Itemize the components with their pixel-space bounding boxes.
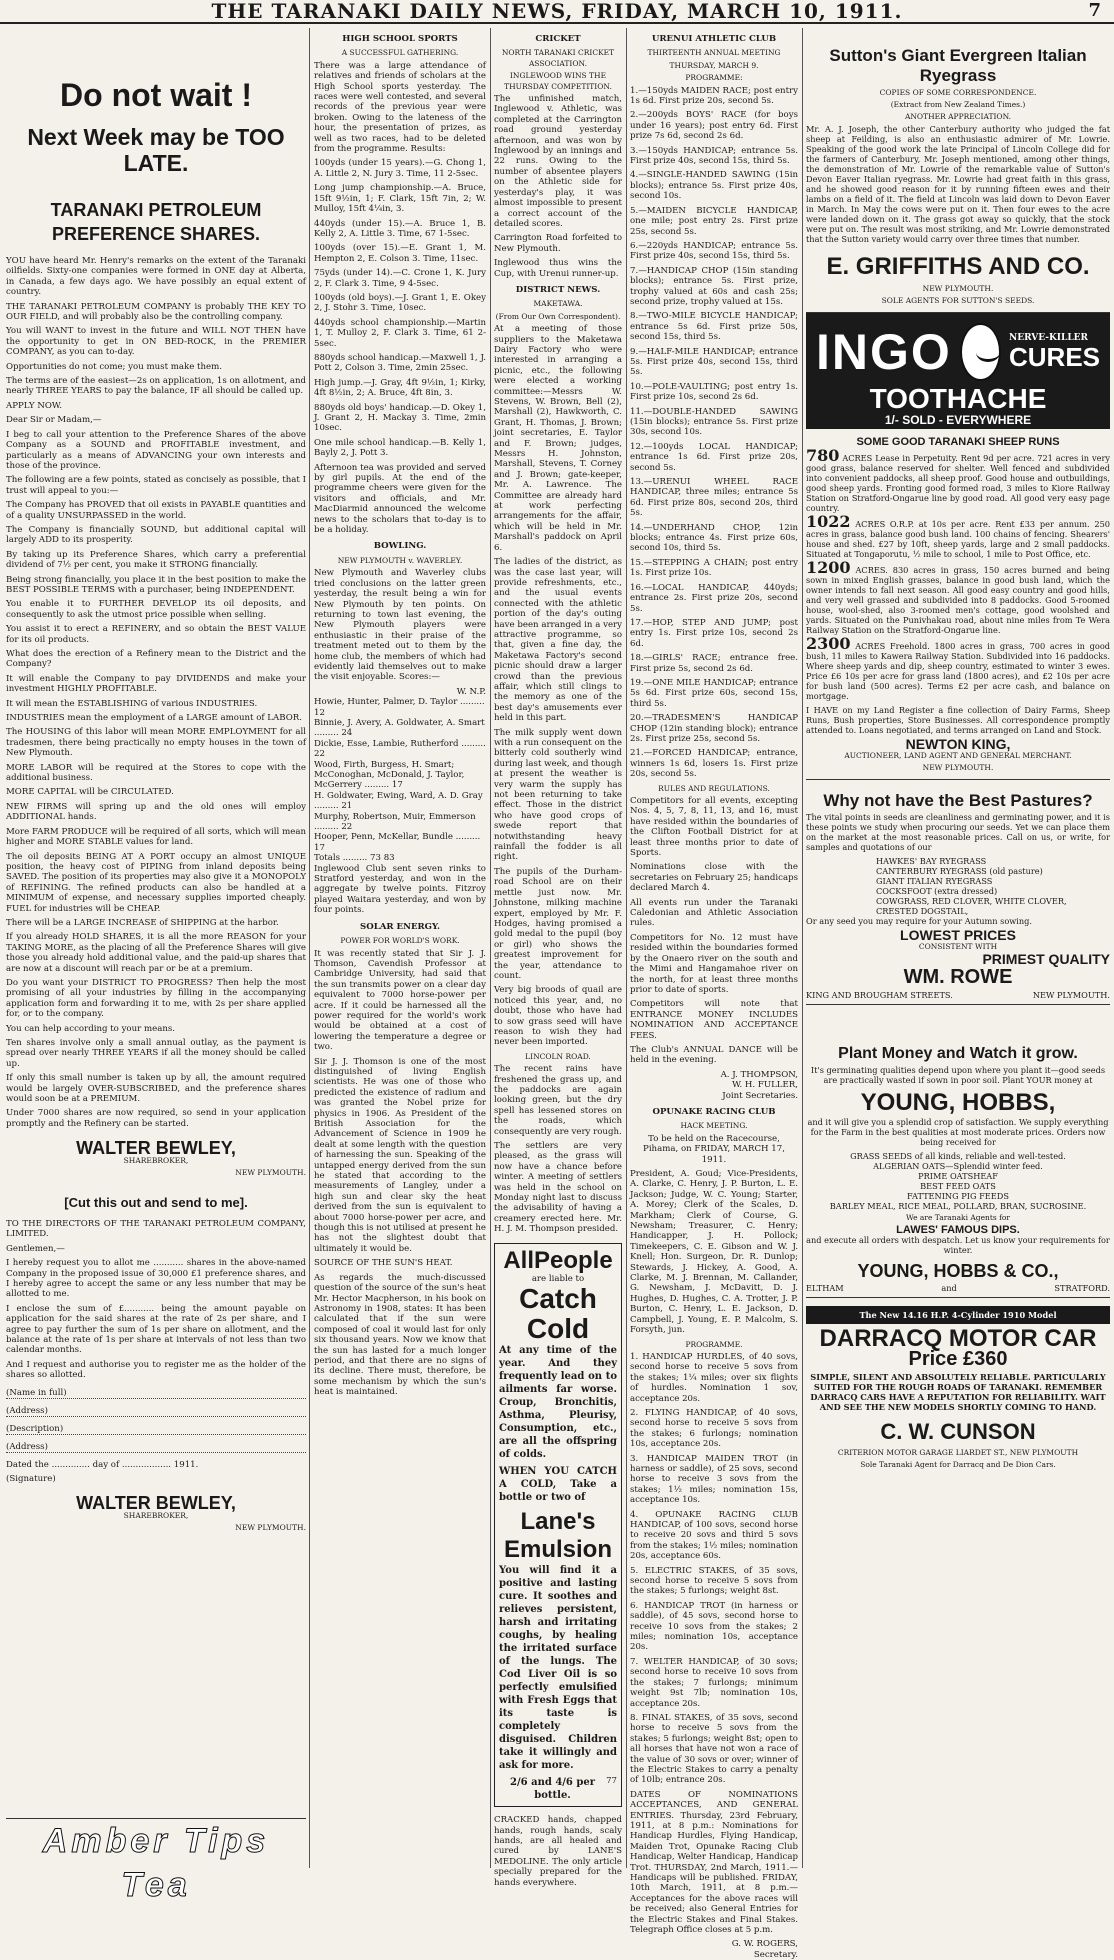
scores-header: W. N.P.	[456, 686, 486, 697]
c4races-item: 6. HANDICAP TROT (in harness or saddle), of 45 sovs, second horse to receive 10 sovs from the stakes; 2 miles; nomination 10s, acceptance 20s.	[630, 1600, 798, 1653]
ingo-price: 1/- SOLD - EVERYWHERE	[884, 413, 1032, 427]
suttons-heading: Sutton's Giant Evergreen Italian Ryegrass	[829, 46, 1087, 85]
column-petroleum-ad	[6, 28, 306, 1868]
secretary-2: W. H. FULLER,	[732, 1080, 798, 1091]
bowling-sub: NEW PLYMOUTH v. WAVERLEY.	[337, 555, 463, 565]
c4events-item: 15.—STEPPING A CHAIN; post entry 1s. First prize 10s.	[630, 557, 798, 579]
c5seeds-item: GIANT ITALIAN RYEGRASS	[876, 876, 993, 886]
opunake-secretary-role: Secretary.	[753, 1949, 798, 1960]
sheep-run	[806, 512, 1110, 559]
c1paras-item: YOU have heard Mr. Henry's remarks on the extent of the Taranaki oilfields. Sixty-one companies were formed in ONE day at Alberta, in Canada, a few days ago. We have possibly an equal extent of country.	[6, 256, 306, 298]
ad-price: 2/6 and 4/6 per bottle.	[510, 1777, 595, 1802]
c3p2-item: The milk supply went down with a run consequent on the bitterly cold southerly wind during last week, and though at present the weather is very warm the supply has not been returning to take effect. Those in the district who have good crops of swede report that notwithstanding heavy rainfall the fodder is all right.	[494, 727, 622, 863]
ad-all-people: AllPeople	[503, 1246, 613, 1274]
sheep-run-acres: 1022	[806, 512, 851, 531]
newton-king: NEWTON KING,	[905, 736, 1011, 752]
young-hobbs-co: YOUNG, HOBBS & CO.,	[857, 1261, 1059, 1281]
maketawa-sub: MAKETAWA.	[533, 299, 583, 309]
cricket-body	[494, 94, 622, 279]
sheep-run-acres: 780	[806, 446, 840, 465]
young-hobbs-name: YOUNG, HOBBS,	[860, 1089, 1056, 1116]
c1paras-item: INDUSTRIES mean the employment of a LARGE amount of LABOR.	[6, 713, 302, 724]
c4events-item: 16.—LOCAL HANDICAP, 440yds; entrance 2s. First prize 20s, second 5s.	[630, 582, 798, 614]
c1paras-item: MORE CAPITAL will be CIRCULATED.	[6, 787, 174, 798]
signature: WALTER BEWLEY,	[76, 1138, 236, 1159]
c1paras-item: The oil deposits BEING AT A PORT occupy an almost UNIQUE position, the heavy cost of PIPING from inland deposits being SAVED. The position of its properties may also give it a MONOPOLY of REFINING. The refined products can also be handled at a MINIMUM of expense, and necessary supplies imported cheaply. FUEL for industries will be CHEAP.	[6, 851, 306, 914]
c1paras-item: You assist it to erect a REFINERY, and so obtain the BEST VALUE for its oil products.	[6, 624, 306, 645]
c4events-item: 4.—SINGLE-HANDED SAWING (15in blocks); entrance 5s. First prize 40s, second 10s.	[630, 170, 798, 202]
opunake-sub: HACK MEETING.	[680, 1121, 748, 1131]
c2p1-item: 880yds school handicap.—Maxwell 1, J. Pott 2, Colson 3. Time, 2min 25sec.	[314, 352, 486, 374]
masthead	[0, 0, 1114, 24]
ingo-toothache: TOOTHACHE	[869, 383, 1047, 414]
c2scores-item: Howie, Hunter, Palmer, D. Taylor ......... 12	[314, 697, 485, 718]
column-rule	[309, 28, 310, 1868]
secretary-role: Joint Secretaries.	[722, 1090, 798, 1101]
ingo-ad	[806, 313, 1110, 429]
cut-out-heading: [Cut this out and send to me].	[64, 1195, 248, 1211]
c2scores-item: Binnie, J. Avery, A. Goldwater, A. Smart ......... 24	[314, 717, 485, 739]
suttons-sub-3: ANOTHER APPRECIATION.	[904, 112, 1012, 121]
c2scores-item: Totals ......... 73 83	[314, 853, 395, 864]
c1paras-item: The terms are of the easiest—2s on application, 1s on allotment, and nearly THREE YEARS to pay the balance, IF all should be called up.	[6, 376, 307, 397]
c4events-item: 20.—TRADESMEN'S HANDICAP CHOP (12in standing block); entrance 2s. First prize 25s, second 5s.	[630, 713, 798, 744]
young-hobbs-body-2: and execute all orders with despatch. Let us know your requirements for winter.	[806, 1235, 1110, 1255]
c4events-item: 2.—200yds BOYS' RACE (for boys under 16 years); post entry 6d. First prize 7s 6d, second 2s 6d.	[630, 110, 798, 142]
lincoln-road-body	[494, 1064, 622, 1235]
solar-energy-body	[314, 949, 486, 1398]
c1paras-item: What does the erection of a Refinery mean to the District and the Company?	[6, 649, 306, 670]
ad-lanes-emulsion: Lane's Emulsion	[503, 1508, 612, 1564]
form-field[interactable]: (Address)	[6, 1406, 306, 1417]
sheep-run-text: ACRES Freehold. 1800 acres in grass, 700 acres in good bush, 11 miles to Kawera Railway Station. Subdivided into 16 paddocks. Where sheep yards and dip, sheep country, estimated to winter 3 ewes. Price £6 10s per acre for grass land (1800 acres), and £2 10s per acre for bush land (500 acres). Terms £2 per acre cash, and balance on mortgage.	[806, 641, 1110, 701]
maketawa-body	[494, 324, 622, 1048]
lanes-emulsion-ad	[494, 1243, 622, 1807]
sheep-run	[806, 446, 1110, 513]
solar-energy-sub: POWER FOR WORLD'S WORK.	[340, 936, 460, 946]
newton-town: NEW PLYMOUTH.	[922, 763, 994, 772]
c1paras-item: The HOUSING of this labor will mean MORE EMPLOYMENT for all tradesmen, there being practically no empty houses in the town of New Plymouth.	[6, 727, 306, 759]
c4rules-item: Competitors will note that ENTRANCE MONEY INCLUDES NOMINATION AND ACCEPTANCE FEES.	[630, 999, 798, 1041]
c4events-item: 5.—MAIDEN BICYCLE HANDICAP, one mile; post entry 2s. First prize 25s, second 5s.	[630, 205, 798, 237]
c2p1-item: Afternoon tea was provided and served by girl pupils. At the end of the programme cheers were given for the visitors and officials, and Mr. MacDiarmid announced the welcome news to the scholars that to-day is to be a holiday.	[314, 462, 486, 536]
c4events-item: 21.—FORCED HANDICAP; entrance, winners 1s 6d, losers 1s. First prize 20s, second 5s.	[630, 748, 798, 780]
griffiths-town: NEW PLYMOUTH.	[922, 284, 994, 293]
bowling-scores	[314, 697, 486, 864]
c5seeds-item: HAWKES' BAY RYEGRASS	[876, 856, 987, 866]
young-agents: We are Taranaki Agents for	[906, 1213, 1010, 1222]
young-hobbs-list	[806, 1151, 1110, 1211]
primest-quality: PRIMEST QUALITY	[982, 951, 1110, 967]
c4events-item: 1.—150yds MAIDEN RACE; post entry 1s 6d. First prize 20s, second 5s.	[630, 85, 798, 107]
c4events-item: 9.—HALF-MILE HANDICAP; entrance 5s. First prize 40s, second 15s, third 5s.	[630, 346, 798, 378]
c2p1-item: One mile school handicap.—B. Kelly 1, Bayly 2, J. Pott 3.	[314, 437, 486, 459]
c5young-item: BEST FEED OATS	[920, 1181, 996, 1191]
c1paras-item: The Company has PROVED that oil exists in PAYABLE quantities and of a quality UNSURPASSED in the world.	[6, 500, 306, 521]
c4races-item: 3. HANDICAP MAIDEN TROT (in harness or saddle), of 25 sovs, second horse to receive 3 sovs from the stakes; 1½ miles; nomination 15s, acceptance 10s.	[630, 1453, 798, 1506]
c4races-item: 1. HANDICAP HURDLES, of 40 sovs, second horse to receive 5 sovs from the stakes; 1¼ miles; over six flights of hurdles. Nomination 1 sov, acceptance 20s.	[630, 1351, 798, 1404]
masthead-title: THE TARANAKI DAILY NEWS, FRIDAY, MARCH 10, 1911.	[211, 0, 903, 23]
c1paras-item: It will mean the ESTABLISHING of various INDUSTRIES.	[6, 698, 258, 709]
c2scores-item: Wood, Firth, Burgess, H. Smart; McConoghan, McDonald, J. Taylor, McGerrery ......... 17	[314, 759, 465, 791]
ingo-word: INGO	[816, 324, 952, 380]
form-to: TO THE DIRECTORS OF THE TARANAKI PETROLEUM COMPANY, LIMITED.	[6, 1218, 306, 1240]
c1paras-item: THE TARANAKI PETROLEUM COMPANY is probably THE KEY TO OUR FIELD, and will probably also be the controlling company.	[6, 301, 306, 323]
cricket-sub: NORTH TARANAKI CRICKET ASSOCIATION.	[501, 48, 615, 68]
ingo-cures: CURES	[1008, 342, 1100, 372]
lowest-prices: LOWEST PRICES	[900, 927, 1016, 943]
rules-heading: RULES AND REGULATIONS.	[658, 783, 770, 793]
pastures-body: The vital points in seeds are cleanliness and germinating power, and it is these points we study when procuring our seeds. Yet we can place them on the market at the most reasonable prices. Call on us, or write, for samples and quotations of our	[806, 812, 1110, 852]
c1paras-item: There will be a LARGE INCREASE of SHIPPING at the harbor.	[6, 917, 279, 928]
urenui-programme: PROGRAMME:	[685, 73, 743, 83]
form-field[interactable]: (Name in full)	[6, 1388, 306, 1399]
c3p2-item: The pupils of the Durham-road School are on their mettle just now. Mr. Johnstone, milking machine expert, employed by Mr. F. Hodges, having promised a gold medal to the pupil (boy or girl) who shows the greatest improvement for the year, attendance to count.	[494, 866, 622, 981]
c1paras-item: Dear Sir or Madam,—	[6, 415, 102, 426]
c2p1-item: 100yds (over 15).—E. Grant 1, M. Hempton 2, E. Colson 3. Time, 11sec.	[314, 243, 486, 264]
sheep-run-acres: 1200	[806, 558, 851, 577]
town-eltham: ELTHAM	[806, 1283, 844, 1293]
rowe-town: NEW PLYMOUTH.	[1032, 990, 1110, 1000]
page-number: 7	[1088, 0, 1102, 21]
signature-2-role: SHAREBROKER,	[123, 1510, 189, 1520]
toothache-face-icon	[960, 323, 1001, 381]
c5young-item: GRASS SEEDS of all kinds, reliable and well-tested.	[850, 1151, 1066, 1161]
c5seeds-item: COCKSFOOT (extra dressed)	[876, 886, 998, 896]
cunson-sub: Sole Taranaki Agent for Darracq and De Dion Cars.	[860, 1460, 1056, 1469]
ad-text: At any time of the year. And they frequently lead on to ailments far worse. Croup, Bronchitis, Asthma, Pleurisy, Consumption, etc., are all the offspring of colds.	[499, 1345, 617, 1461]
seed-list	[806, 856, 1110, 916]
lawes-dips: LAWES' FAMOUS DIPS.	[896, 1224, 1020, 1236]
ad-number: 77	[606, 1776, 617, 1787]
c1paras-item: Being strong financially, you place it in the best position to make the BEST POSSIBLE TERMS with a purchaser, being INDEPENDENT.	[6, 574, 306, 595]
c1form-item: I enclose the sum of £........... being the amount payable on application for the said shares at the rate of 2s per share, and I agree to pay further the sum of 1s per share on allotment, and the balance at the rate of 1s per share at intervals of not less than two calendar months.	[6, 1303, 306, 1356]
c4rules-item: Competitors for No. 12 must have resided within the boundaries formed by the Onaero river on the south and the Mimi and Hangamahoe river on the north, for at least three months prior to date of sports.	[630, 932, 798, 995]
sheep-run-text: ACRES Lease in Perpetuity. Rent 9d per acre. 721 acres in very good grass, balance reserved for shelter. Well fenced and subdivided into convenient paddocks, all sheep proof. Good house and outbuildings, good sheep yards. Fronting good formed road, 3 miles to Kiore Railway Station on Stratford-Ongarue line by good road. All good very easy page country.	[806, 453, 1110, 513]
opunake-date: To be held on the Racecourse, Pihama, on FRIDAY, MARCH 17, 1911.	[643, 1133, 785, 1165]
high-school-sports-sub: A SUCCESSFUL GATHERING.	[341, 48, 459, 58]
cracked-hands-ad: CRACKED hands, chapped hands, rough hands, scaly hands, are all healed and cured by LANE'S MEDOLINE. The only article specially prepared for the hands everywhere.	[494, 1815, 622, 1888]
c2p1-item: 440yds (under 15).—A. Bruce 1, B. Kelly 2, A. Little 3. Time, 67 1-5sec.	[314, 218, 486, 239]
c2p3-item: It was recently stated that Sir J. J. Thomson, Cavendish Professor at Cambridge University, had said that the sun transmits power on a clear day equivalent to 7000 horse-power per acre. If it could be harnessed all the power required for the world's work would be obtained at a cost of lowering the temperature a degree or two.	[314, 948, 486, 1053]
c5young-item: ALGERIAN OATS—Splendid winter feed.	[873, 1161, 1043, 1171]
c4events-item: 11.—DOUBLE-HANDED SAWING (15in blocks); entrance 5s. First prize 30s, second 10s.	[630, 406, 798, 438]
c4events-item: 18.—GIRLS' RACE; entrance free. First prize 5s, second 2s 6d.	[630, 653, 798, 674]
griffiths-name: E. GRIFFITHS AND CO.	[826, 253, 1090, 280]
c4rules-item: The Club's ANNUAL DANCE will be held in the evening.	[630, 1044, 798, 1066]
c1paras-item: Do you want your DISTRICT TO PROGRESS? Then help the most promising of all your industries by filling in the accompanying application form and forwarding it to me, with 2s per share applied for, or to the company.	[6, 977, 306, 1020]
c2p1-item: Long jump championship.—A. Bruce, 15ft 9½in, 1; F. Clark, 15ft 7in, 2; W. Mulloy, 15ft 4¼in, 3.	[314, 183, 486, 215]
c4races-item: 5. ELECTRIC STAKES, of 35 sovs, second horse to receive 5 sovs from the stakes; 5 furlongs; weight 8st.	[630, 1565, 798, 1597]
signature-2: WALTER BEWLEY,	[76, 1493, 236, 1514]
ad-text-2: You will find it a positive and lasting cure. It soothes and relieves persistent, harsh and irritating coughs, by healing the irritated surface of the lungs. The Cod Liver Oil is so perfectly emulsified with Fresh Eggs that its taste is completely disguised. Children take it willingly and ask for more.	[499, 1565, 617, 1772]
c3p1-item: The unfinished match, Inglewood v. Athletic, was completed at the Carrington road ground yesterday afternoon, and was won by Inglewood by an innings and 22 runs. Owing to the number of absentee players on the Athletic side for yesterday's play, it was almost impossible to present a correct account of the detailed scores.	[494, 94, 622, 229]
c2p1-item: High jump.—J. Gray, 4ft 9½in, 1; Kirky, 4ft 8½in, 2; A. Bruce, 4ft 8in, 3.	[314, 377, 486, 399]
column-rule	[802, 28, 803, 1868]
c4events-item: 6.—220yds HANDICAP; entrance 5s. First prize 40s, second 15s, third 5s.	[630, 240, 798, 262]
sheep-runs-list	[806, 446, 1110, 701]
wm-rowe: WM. ROWE	[903, 966, 1013, 988]
bowling-body	[314, 568, 486, 682]
opunake-dates: DATES OF NOMINATIONS ACCEPTANCES, AND GENERAL ENTRIES. Thursday, 23rd February, 1911, at 8 p.m.: Nominations for Handicap Hurdles, Flying Handicap, Maiden Trot, Opunake Racing Club Handicap, Welter Handicap, Handicap Trot. THURSDAY, 2nd March, 1911.—Handicaps will be published. FRIDAY, 10th March, 1911, at 8 p.m.—Acceptances for the above races will be received; also General Entries for the Electric Stakes and Final Stakes. Telegraph Office closes at 5 p.m.	[630, 1789, 798, 1936]
bowling-note: Inglewood Club sent seven rinks to Stratford yesterday, and won in the aggregate by twelve points. Fitzroy played Waitara yesterday, and won by four points.	[314, 863, 486, 916]
form-dated: Dated the .............. day of .................. 1911.	[6, 1459, 199, 1470]
amber-tips-tea-ad: Amber Tips Tea	[6, 1818, 306, 1867]
consistent-with: CONSISTENT WITH	[918, 942, 998, 951]
urenui-events	[630, 86, 798, 780]
sheep-run	[806, 634, 1110, 701]
c1paras-item: I beg to call your attention to the Preference Shares of the above Company as a SOUND and PROFITABLE investment, and particularly as a means of ADVANCING your own interests and those of the province.	[6, 429, 306, 471]
darracq-banner: The New 14.16 H.P. 4-Cylinder 1910 Model	[806, 1306, 1110, 1324]
young-hobbs-body: and it will give you a splendid crop of satisfaction. We supply everything for the Farm in the best qualities at most moderate prices. Orders now being received for	[807, 1117, 1109, 1147]
solar-energy-heading: SOLAR ENERGY.	[360, 921, 440, 932]
sheep-runs-ad	[806, 429, 1110, 780]
c3p3-item: The settlers are very pleased, as the grass will now have a chance before winter. A meeting of settlers was held in the school on Monday night last to discuss the advisability of having a creamery erected here. Mr. H. J. M. Thompson presided.	[494, 1141, 622, 1235]
c4rules-item: All events run under the Taranaki Caledonian and Athletic Association rules.	[630, 897, 798, 929]
c1form-item: And I request and authorise you to register me as the holder of the shares so allotted.	[6, 1359, 306, 1381]
c1paras-item: APPLY NOW.	[6, 400, 62, 411]
c4races-item: 2. FLYING HANDICAP, of 40 sovs, second horse to receive 5 sovs from the stakes; 6 furlongs; nomination 10s, acceptance 20s.	[630, 1407, 798, 1450]
young-towns	[806, 1283, 1110, 1293]
form-body	[6, 1258, 306, 1380]
c4events-item: 3.—150yds HANDICAP; entrance 5s. First prize 40s, second 15s, third 5s.	[630, 145, 798, 167]
headline-next-week: Next Week may be TOO LATE.	[27, 124, 285, 176]
form-field[interactable]: (Description)	[6, 1424, 306, 1435]
c4events-item: 10.—POLE-VAULTING; post entry 1s. First prize 10s, second 2s 6d.	[630, 381, 798, 403]
c5seeds-item: COWGRASS, RED CLOVER, WHITE CLOVER,	[876, 896, 1067, 906]
c2p1-item: 100yds (old boys).—J. Grant 1, E. Okey 2, J. Stohr 3. Time, 10sec.	[314, 292, 486, 314]
c4events-item: 12.—100yds LOCAL HANDICAP; entrance 1s 6d. First prize 20s, second 5s.	[630, 441, 798, 473]
c2scores-item: H. Goldwater, Ewing, Ward, A. D. Gray ......... 21	[314, 790, 483, 812]
column-athletic-racing	[630, 28, 798, 1960]
ingo-tag: NERVE-KILLER	[1008, 333, 1089, 343]
darracq-body: SIMPLE, SILENT AND ABSOLUTELY RELIABLE. PARTICULARLY SUITED FOR THE ROUGH ROADS OF TARANAKI. REMEMBER DARRACQ CARS HAVE A REPUTATION FOR RELIABILITY. WAIT AND SEE THE NEW MODELS SHORTLY COMING TO HAND.	[810, 1372, 1106, 1412]
c5young-item: BARLEY MEAL, RICE MEAL, POLLARD, BRAN, SUCROSINE.	[829, 1201, 1087, 1211]
pastures-body-2: Or any seed you may require for your Autumn sowing.	[806, 916, 1032, 926]
sheep-run-acres: 2300	[806, 634, 851, 653]
sheep-runs-heading: SOME GOOD TARANAKI SHEEP RUNS	[856, 436, 1060, 448]
c2p1-item: 100yds (under 15 years).—G. Chong 1, A. Little 2, N. Jury 3. Time, 11 2-5sec.	[314, 158, 486, 179]
c1paras-item: You can help according to your means.	[6, 1023, 176, 1034]
ingo-cures-block	[1009, 333, 1100, 371]
petroleum-title: TARANAKI PETROLEUM PREFERENCE SHARES.	[50, 200, 262, 244]
opunake-heading: OPUNAKE RACING CLUB	[652, 1106, 776, 1117]
suttons-sub: COPIES OF SOME CORRESPONDENCE.	[879, 88, 1037, 97]
ad-catch-cold: Catch Cold	[519, 1283, 597, 1345]
young-hobbs-ad	[806, 1005, 1110, 1298]
district-news-heading: DISTRICT NEWS.	[515, 284, 601, 295]
signature-2-town: NEW PLYMOUTH.	[235, 1523, 306, 1533]
suttons-sub-2: (Extract from New Zealand Times.)	[890, 100, 1026, 109]
opunake-races	[630, 1352, 798, 1786]
lincoln-road-sub: LINCOLN ROAD.	[525, 1051, 591, 1061]
c2p1-item: 880yds old boys' handicap.—D. Okey 1, J. Grant 2, H. Mackay 3. Time, 2min 10sec.	[314, 402, 486, 434]
c1paras-item: If only this small number is taken up by all, the amount required would be largely OVER-SUBSCRIBED, and the preference shares would soon be at a PREMIUM.	[6, 1073, 306, 1105]
form-fields	[6, 1388, 306, 1453]
c1paras-item: The following are a few points, stated as concisely as possible, that I trust will appeal to you:—	[6, 475, 306, 496]
c2scores-item: Murphy, Robertson, Muir, Emmerson ......... 22	[314, 811, 476, 833]
column-sports	[314, 28, 486, 1868]
opunake-programme: PROGRAMME.	[685, 1339, 743, 1349]
ad-when-cold: WHEN YOU CATCH A COLD, Take a bottle or two of	[499, 1466, 617, 1504]
urenui-rules	[630, 796, 798, 1066]
c4rules-item: Competitors for all events, excepting Nos. 4, 5, 7, 8, 11, 13, and 16, must have resided within the boundaries of the Clifton Football District for at least three months prior to date of Sports.	[630, 796, 798, 859]
urenui-date: THURSDAY, MARCH 9.	[669, 60, 759, 70]
c5young-item: FATTENING PIG FEEDS	[907, 1191, 1009, 1201]
secretary-1: A. J. THOMPSON,	[720, 1069, 798, 1080]
petroleum-body	[6, 256, 306, 1129]
c2p2-item: New Plymouth and Waverley clubs tried conclusions on the latter green yesterday, the result being a win for New Plymouth by ten points. On returning to town last evening, the New Plymouth players were enthusiastic in their praise of the treatment meted out to them by the home club, the members of which had evidently laid themselves out to make the visit enjoyable. Scores:—	[314, 568, 486, 683]
c4events-item: 7.—HANDICAP CHOP (15in standing blocks); entrance 5s. First prize, trophy valued at 60s and cash 25s; second prize, trophy valued at 15s.	[630, 265, 798, 307]
urenui-sub: THIRTEENTH ANNUAL MEETING	[647, 48, 781, 58]
c5young-item: PRIME OATSHEAF	[918, 1171, 998, 1181]
c1paras-item: Under 7000 shares are now required, so send in your application promptly and the Refinery can be started.	[6, 1108, 306, 1129]
c4events-item: 8.—TWO-MILE BICYCLE HANDICAP; entrance 5s 6d. First prize 50s, second 15s, third 5s.	[630, 311, 798, 343]
opunake-secretary: G. W. ROGERS,	[731, 1939, 798, 1950]
c3p2-item: Very big broods of quail are noticed this year, and, no doubt, those who have had to sow grass seed will have reason to wish they had never been imported.	[494, 985, 622, 1048]
c3p3-item: The recent rains have freshened the grass up, and the paddocks are again looking green, but the dry spell has lessened stores on the roads, which consequently are very rough.	[494, 1064, 622, 1137]
correspondent-sub: (From Our Own Correspondent).	[495, 311, 621, 321]
pastures-ad	[806, 780, 1110, 1005]
c2p1-item: 75yds (under 14).—C. Crone 1, K. Jury 2, F. Clark 3. Time, 9 4-5sec.	[314, 268, 486, 289]
plant-money-body: It's germinating qualities depend upon where you plant it—good seeds are practically wasted if sown in poor soil. Plant YOUR money at	[810, 1065, 1106, 1085]
griffiths-sub: SOLE AGENTS FOR SUTTON'S SEEDS.	[881, 296, 1035, 305]
opunake-officials: President, A. Goud; Vice-Presidents, A. Clarke, C. Henry, J. P. Burton, L. E. Jackson; Judge, W. C. Young; Starter, A. Morey; Clerk of the Scales, D. Markham; Clerk of Course, G. Newsham; Treasurer, C. Henry; Handicapper, J. H. Pollock; Timekeepers, C. E. Gibson and W. J. Knell; Hon. Surgeon, Dr. R. Dunlop; Stewards, J. Hickey, A. Good, A. Clarke, M. J. Brennan, M. Callander, G. Newsham, J. McDavitt, D. J. Hughes, D. Hughes, C. A. Trotter, J. P. Burton, C. Henry, L. E. Jackson, D. Campbell, J. Young, E. P. Malcolm, S. Forsyth, jun.	[630, 1169, 798, 1336]
town-and: and	[941, 1283, 957, 1293]
plant-money-heading: Plant Money and Watch it grow.	[838, 1045, 1078, 1062]
signature-role: SHAREBROKER,	[123, 1155, 189, 1165]
c1paras-item: Ten shares involve only a small annual outlay, as the payment is spread over nearly THREE YEARS if all the money should be called up.	[6, 1038, 306, 1069]
town-stratford: STRATFORD.	[1054, 1283, 1110, 1293]
darracq-heading: DARRACQ MOTOR CAR	[819, 1325, 1097, 1352]
cricket-heading: CRICKET	[535, 34, 581, 44]
darracq-price: Price £360	[908, 1348, 1008, 1370]
c2scores-item: Dickie, Esse, Lambie, Rutherford ......... 22	[314, 738, 486, 760]
form-salute: Gentlemen,—	[6, 1243, 65, 1254]
c3p2-item: At a meeting of those suppliers to the Maketawa Dairy Factory who were interested in arranging a picnic, etc., the following were elected a working committee:—Messrs W. Stevens, W. Brown, Bell (2), Marshall (2), Hawkworth, C. Grant, H. Thomas, J. Brown; joint secretaries, E. Taylor and F. Brown; judges, Messrs H. Johnston, Marshall, Stevens, T. Corney and J. Brown; gate-keeper, Mr. A. Lawrence. The Committee are already hard at work perfecting arrangements for the affair, which will be held in Mr. Marshall's paddock on April 6.	[494, 324, 622, 553]
c1paras-item: If you already HOLD SHARES, it is all the more REASON for your TAKING MORE, as the placing of all the Preference Shares will give those you already hold additional value, and the paid-up shares that are now at a discount will reach par or be at a premium.	[6, 932, 306, 974]
c1paras-item: Opportunities do not come; you must make them.	[6, 361, 223, 372]
form-field[interactable]: (Address)	[6, 1442, 306, 1453]
c2p1-item: There was a large attendance of relatives and friends of scholars at the High School sports yesterday. The races were well contested, and several records of the previous year were broken. Owing to the lateness of the hour, the presentation of prizes, as well as two races, had to be deleted from the programme. Results:	[314, 60, 486, 155]
c1paras-item: NEW FIRMS will spring up and the old ones will employ ADDITIONAL hands.	[6, 801, 306, 823]
c4rules-item: Nominations close with the secretaries on February 25; handicaps declared March 4.	[630, 862, 798, 894]
ingo-row	[810, 317, 1106, 383]
column-ads	[806, 28, 1110, 1868]
c2p3-item: As regards the much-discussed question of the source of the sun's heat Mr. Hector Macpherson, in his book on Astronomy in 1908, states: It has been calculated that if the sun were composed of coal it would last for only six thousand years. Now we know that the sun has lasted for a much longer period, and that there are no signs of its decline. There must, therefore, be some mechanism by which the sun's heat is maintained.	[314, 1272, 486, 1398]
c1paras-item: By taking up its Preference Shares, which carry a preferential dividend of 7½ per cent, you make it STRONG financially.	[6, 549, 306, 571]
column-rule	[490, 28, 491, 1868]
c2p1-item: 440yds school championship.—Martin 1, T. Mulloy 2, F. Clark 3. Time, 61 2-5sec.	[314, 317, 486, 349]
cricket-sub-2: INGLEWOOD WINS THE THURSDAY COMPETITION.	[504, 71, 612, 91]
high-school-sports-heading: HIGH SCHOOL SPORTS	[342, 34, 458, 44]
c2scores-item: Hooper, Penn, McKellar, Bundle ......... 17	[314, 832, 481, 853]
column-rule	[626, 28, 627, 1868]
urenui-heading: URENUI ATHLETIC CLUB	[651, 34, 777, 44]
c1paras-item: You enable it to FURTHER DEVELOP its oil deposits, and consequently to ask the utmost price possible when selling.	[6, 599, 306, 620]
suttons-ad	[806, 28, 1110, 313]
bowling-heading: BOWLING.	[373, 541, 427, 552]
rowe-address: KING AND BROUGHAM STREETS.	[806, 990, 953, 1000]
c1paras-item: You will WANT to invest in the future and WILL NOT THEN have the opportunity to get in ON BED-ROCK, in the PREMIER COMPANY, as you can to-day.	[6, 326, 306, 358]
c1paras-item: MORE LABOR will be required at the Stores to cope with the additional business.	[6, 762, 306, 784]
c1paras-item: It will enable the Company to pay DIVIDENDS and make your investment HIGHLY PROFITABLE.	[6, 673, 306, 695]
sheep-run-text: ACRES. 830 acres in grass, 150 acres burned and being sown in mixed English grasses, balance in good bush land, which the owner intends to fall next season. All good easy country and good hills, and very well grassed and subdivided into 8 paddocks. Good 5-roomed house, wool-shed, also 3-roomed men's cottage, good woolshed and yards. Situated on the Punivhakau road, about nine miles from Te Wera Railway Station on the Stratford-Ongarue line.	[806, 565, 1110, 635]
c5seeds-item: CRESTED DOGSTAIL,	[876, 906, 969, 916]
c4events-item: 19.—ONE MILE HANDICAP; entrance 5s 6d. First prize 60s, second 15s, third 5s.	[630, 677, 798, 709]
ad-liable: are liable to	[531, 1273, 585, 1284]
c3p1-item: Carrington Road forfeited to New Plymouth.	[494, 233, 622, 254]
land-note: I HAVE on my Land Register a fine collection of Dairy Farms, Sheep Runs, Bush properties, Store Businesses. All correspondence promptly attended to. Loans negotiated, and terms arranged on Land and Stock.	[806, 705, 1110, 735]
c3p1-item: Inglewood thus wins the Cup, with Urenui runner-up.	[494, 258, 622, 279]
c4races-item: 4. OPUNAKE RACING CLUB HANDICAP, of 100 sovs, second horse to receive 20 sovs and third 5 sovs from the stakes; 1½ miles; nomination 20s, acceptance 60s.	[630, 1509, 798, 1562]
cunson-address: CRITERION MOTOR GARAGE LIARDET ST., NEW PLYMOUTH	[837, 1448, 1079, 1457]
cunson-name: C. W. CUNSON	[880, 1419, 1036, 1444]
c1paras-item: More FARM PRODUCE will be required of all sorts, which will mean higher and MORE STABLE values for land.	[6, 826, 306, 848]
c2p3-item: SOURCE OF THE SUN'S HEAT.	[314, 1258, 453, 1269]
suttons-body: Mr. A. J. Joseph, the other Canterbury authority who judged the fat sheep at Feilding, is also an enthusiastic admirer of Mr. Lowrie. Speaking of the good work the late Principal of Lincoln College did for the farmers of Canterbury, Mr. Joseph mentioned, among other things, the demonstration of Mr. Lowrie of the remarkable value of Sutton's Devon Eaver Italian ryegrass. Mr. Lowrie had great faith in this grass, and he showed good reason for it by running fifteen ewes and their lambs on a field of it. The field at Lincoln was laid down to Devon Eaver in March. In May the cows were put on it. Then four ewes to the acre were landed down on it. The grass got away so quickly, that the stock were put on. The result was most striking, and Mr. Lowrie demonstrated that the Sutton variety would carry over three times that number.	[806, 124, 1110, 244]
c4races-item: 8. FINAL STAKES, of 35 sovs, second horse to receive 5 sovs from the stakes; 5 furlongs; weight 8st; open to all horses that have not won a race of the value of 30 sovs or over; winner of the Electric Stakes to carry a penalty of 10lb; entrance 20s.	[630, 1712, 798, 1786]
signature-town: NEW PLYMOUTH.	[235, 1168, 306, 1178]
sheep-run	[806, 558, 1110, 635]
c3p2-item: The ladies of the district, as was the case last year, will provide refreshments, etc., and the usual events connected with the athletic portion of the day's outing have been arranged in a very attractive programme, so that, given a fine day, the Maketawa Factory's second picnic should draw a larger crowd than the previous affair, which still clings to the memory as one of the best day's amusements ever held in this part.	[494, 557, 622, 724]
c4events-item: 17.—HOP, STEP AND JUMP; post entry 1s. First prize 10s, second 2s 6d.	[630, 617, 798, 649]
sheep-run-text: ACRES O.R.P. at 10s per acre. Rent £33 per annum. 250 acres in grass, balance good bush land. 100 chains of fencing. Shearers' house and shed. £27 by 10ft, sheep yards, large and 2 small paddocks. Situated at Tongaporutu, ½ mile to school, 1 mile to Post Office, etc.	[806, 519, 1110, 559]
newton-role: AUCTIONEER, LAND AGENT AND GENERAL MERCHANT.	[844, 751, 1072, 760]
column-cricket-district	[494, 28, 622, 1888]
form-signature: (Signature)	[6, 1473, 56, 1484]
headline-do-not-wait: Do not wait !	[60, 77, 252, 113]
pastures-heading: Why not have the Best Pastures?	[823, 791, 1093, 810]
c1paras-item: The Company is financially SOUND, but additional capital will largely ADD to its prosperity.	[6, 524, 306, 546]
c2p3-item: Sir J. J. Thomson is one of the most distinguished of living English scientists. He was one of those who predicted the existence of radium and was granted the Nobel prize for physics in 1906. As President of the British Association for the Advancement of Science in 1909 he dealt at some length with the question of harnessing the sun. Speaking of the untapped energy derived from the sun he stated that according to the measurements of Langley, under a high sun and clear sky the heat derived from the sun is equivalent to about 7000 horse-power per acre, and though this is not utilised at present he has not the slightest doubt that ultimately it would be.	[314, 1056, 486, 1254]
c4races-item: 7. WELTER HANDICAP, of 30 sovs; second horse to receive 10 sovs from the stakes; 7 furlongs; minimum weight 9st 7lb; nomination 10s, acceptance 20s.	[630, 1656, 798, 1709]
c4events-item: 13.—URENUI WHEEL RACE HANDICAP, three miles; entrance 5s 6d. First prize 80s, second 20s, third 5s.	[630, 477, 798, 519]
high-school-sports-body	[314, 61, 486, 536]
c1form-item: I hereby request you to allot me ........... shares in the above-named Company in the proposed issue of 30,000 £1 preference shares, and I hereby agree to accept the same or any less number that may be allotted to me.	[6, 1258, 306, 1300]
c5seeds-item: CANTERBURY RYEGRASS (old pasture)	[876, 866, 1043, 876]
c4events-item: 14.—UNDERHAND CHOP, 12in blocks; entrance 4s. First prize 60s, second 10s, third 5s.	[630, 522, 798, 554]
darracq-ad	[806, 1306, 1110, 1470]
